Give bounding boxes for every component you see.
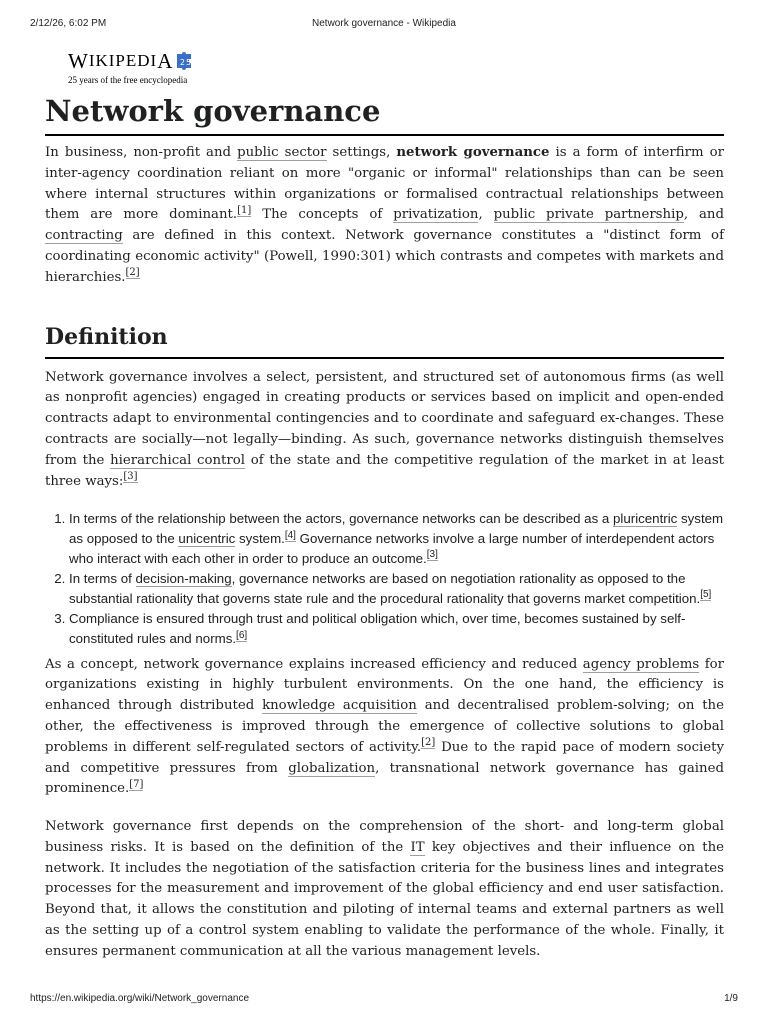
link-privatization[interactable]: privatization: [393, 207, 479, 223]
text: and decentralised problem-solving; on the other, the effectiveness is improved through the emergence of collective solutions to global problems in different self-regulated sectors of activity.: [45, 698, 724, 755]
text: The concepts of: [251, 207, 394, 223]
link-agency-problems[interactable]: agency problems: [582, 656, 700, 672]
text: of the state and the competitive regulation of the market in at least three ways:: [45, 452, 724, 489]
citation-link[interactable]: [4]: [284, 529, 296, 541]
link-public-sector[interactable]: public sector: [237, 145, 327, 160]
link-public-private-partnership[interactable]: public private partnership: [493, 207, 684, 223]
print-footer: [0, 993, 768, 1007]
print-page-title: Network governance - Wikipedia: [312, 18, 456, 29]
text: for organizations existing in highly turbulent environments. On the one hand, the efficiency is enhanced through distributed: [45, 656, 724, 714]
citation-link[interactable]: [6]: [236, 629, 248, 641]
text: ,: [478, 207, 494, 223]
text: , transnational network governance has gained prominence.: [45, 760, 724, 797]
intro-paragraph: [45, 143, 724, 289]
text: Network governance first depends on the comprehension of the short- and long-term global business risks. It is based on the definition of the: [45, 819, 724, 855]
page-number: 1/9: [724, 993, 738, 1004]
text: In terms of the relationship between the actors, governance networks can be described as a: [69, 511, 614, 527]
wikipedia-wordmark: [68, 50, 268, 72]
citation-link[interactable]: [2]: [125, 267, 140, 279]
text: In terms of: [69, 571, 136, 587]
list-item: [69, 509, 724, 568]
text: are defined in this context. Network governance constitutes a "distinct form of coordinating economic activity" (Powell, 1990:301) which contrasts and competes with markets and hierarchies.: [45, 228, 724, 285]
section-heading-definition: Definition: [45, 322, 724, 359]
link-pluricentric[interactable]: pluricentric: [613, 511, 678, 527]
wikipedia-logo[interactable]: [68, 50, 268, 90]
text: is a form of interfirm or inter-agency coordination reliant on more "organic or informal" relationships than can be seen where internal structures within organizations or formalised contractual relationships between them are more dominant.: [45, 145, 724, 223]
logo-tagline: 25 years of the free encyclopedia: [68, 75, 188, 85]
text: Network governance involves a select, persistent, and structured set of autonomous firms (as well as nonprofit agencies) engaged in creating products or services based on implicit and open-ended contracts adapt to environmental contingencies and to coordinate and safeguard ex-changes. These contracts are socially—not legally—binding. As such, governance networks distinguish themselves from the: [45, 369, 724, 468]
definition-paragraph-2: [45, 655, 724, 801]
citation-link[interactable]: [1]: [237, 204, 252, 216]
text: Governance networks involve a large number of interdependent actors who interact with each other in order to produce an outcome.: [69, 530, 715, 566]
link-it[interactable]: IT: [410, 839, 425, 855]
article-content: [45, 92, 724, 963]
text: system as opposed to the: [69, 511, 724, 546]
link-contracting[interactable]: contracting: [45, 228, 123, 244]
link-decision-making[interactable]: decision-making: [135, 571, 232, 587]
citation-link[interactable]: [5]: [700, 589, 712, 601]
link-unicentric[interactable]: unicentric: [178, 530, 236, 546]
bold-term: network governance: [396, 145, 550, 160]
definition-paragraph-1: [45, 368, 724, 493]
text: system.: [235, 530, 285, 546]
print-header: [0, 18, 768, 32]
text: As a concept, network governance explains increased efficiency and reduced: [45, 656, 583, 672]
text: Compliance is ensured through trust and political obligation which, over time, becomes sustained by self-constituted rules and norms.: [69, 611, 686, 646]
definition-list: [45, 509, 724, 648]
link-hierarchical-control[interactable]: hierarchical control: [110, 452, 246, 468]
wordmark-initial: W: [68, 49, 89, 73]
definition-paragraph-3: [45, 817, 724, 963]
citation-link[interactable]: [3]: [426, 549, 438, 561]
text: key objectives and their influence on the network. It includes the negotiation of the satisfaction criteria for the business lines and integrates processes for the measurement and improvement of the global efficiency and end user satisfaction. Beyond that, it allows the constitution and piloting of internal teams and external partners as well as the setting up of a control system enabling to validate the performance of the whole. Finally, it ensures permanent communication at all the various management levels.: [45, 839, 725, 959]
text: settings,: [326, 145, 397, 160]
citation-link[interactable]: [2]: [421, 737, 436, 749]
list-item: [69, 609, 724, 648]
link-knowledge-acquisition[interactable]: knowledge acquisition: [262, 698, 417, 714]
citation-link[interactable]: [7]: [129, 778, 144, 790]
list-item: [69, 569, 724, 608]
puzzle-globe-icon: [175, 50, 197, 72]
text: , governance networks are based on negotiation rationality as opposed to the substantial rationality that governs state rule and the procedural rationality that governs market competition.: [69, 571, 701, 606]
wordmark-middle: IKIPEDI: [88, 51, 158, 70]
text: In business, non-profit and: [45, 145, 238, 160]
text: Due to the rapid pace of modern society and competitive pressures from: [45, 739, 724, 776]
wordmark-final: A: [157, 49, 174, 73]
print-date: 2/12/26, 6:02 PM: [30, 18, 107, 29]
print-url: https://en.wikipedia.org/wiki/Network_governance: [30, 993, 249, 1004]
text: , and: [683, 207, 724, 223]
citation-link[interactable]: [3]: [123, 471, 138, 483]
page-title: Network governance: [45, 92, 724, 136]
anniversary-badge: 25: [180, 58, 193, 67]
link-globalization[interactable]: globalization: [288, 760, 376, 776]
